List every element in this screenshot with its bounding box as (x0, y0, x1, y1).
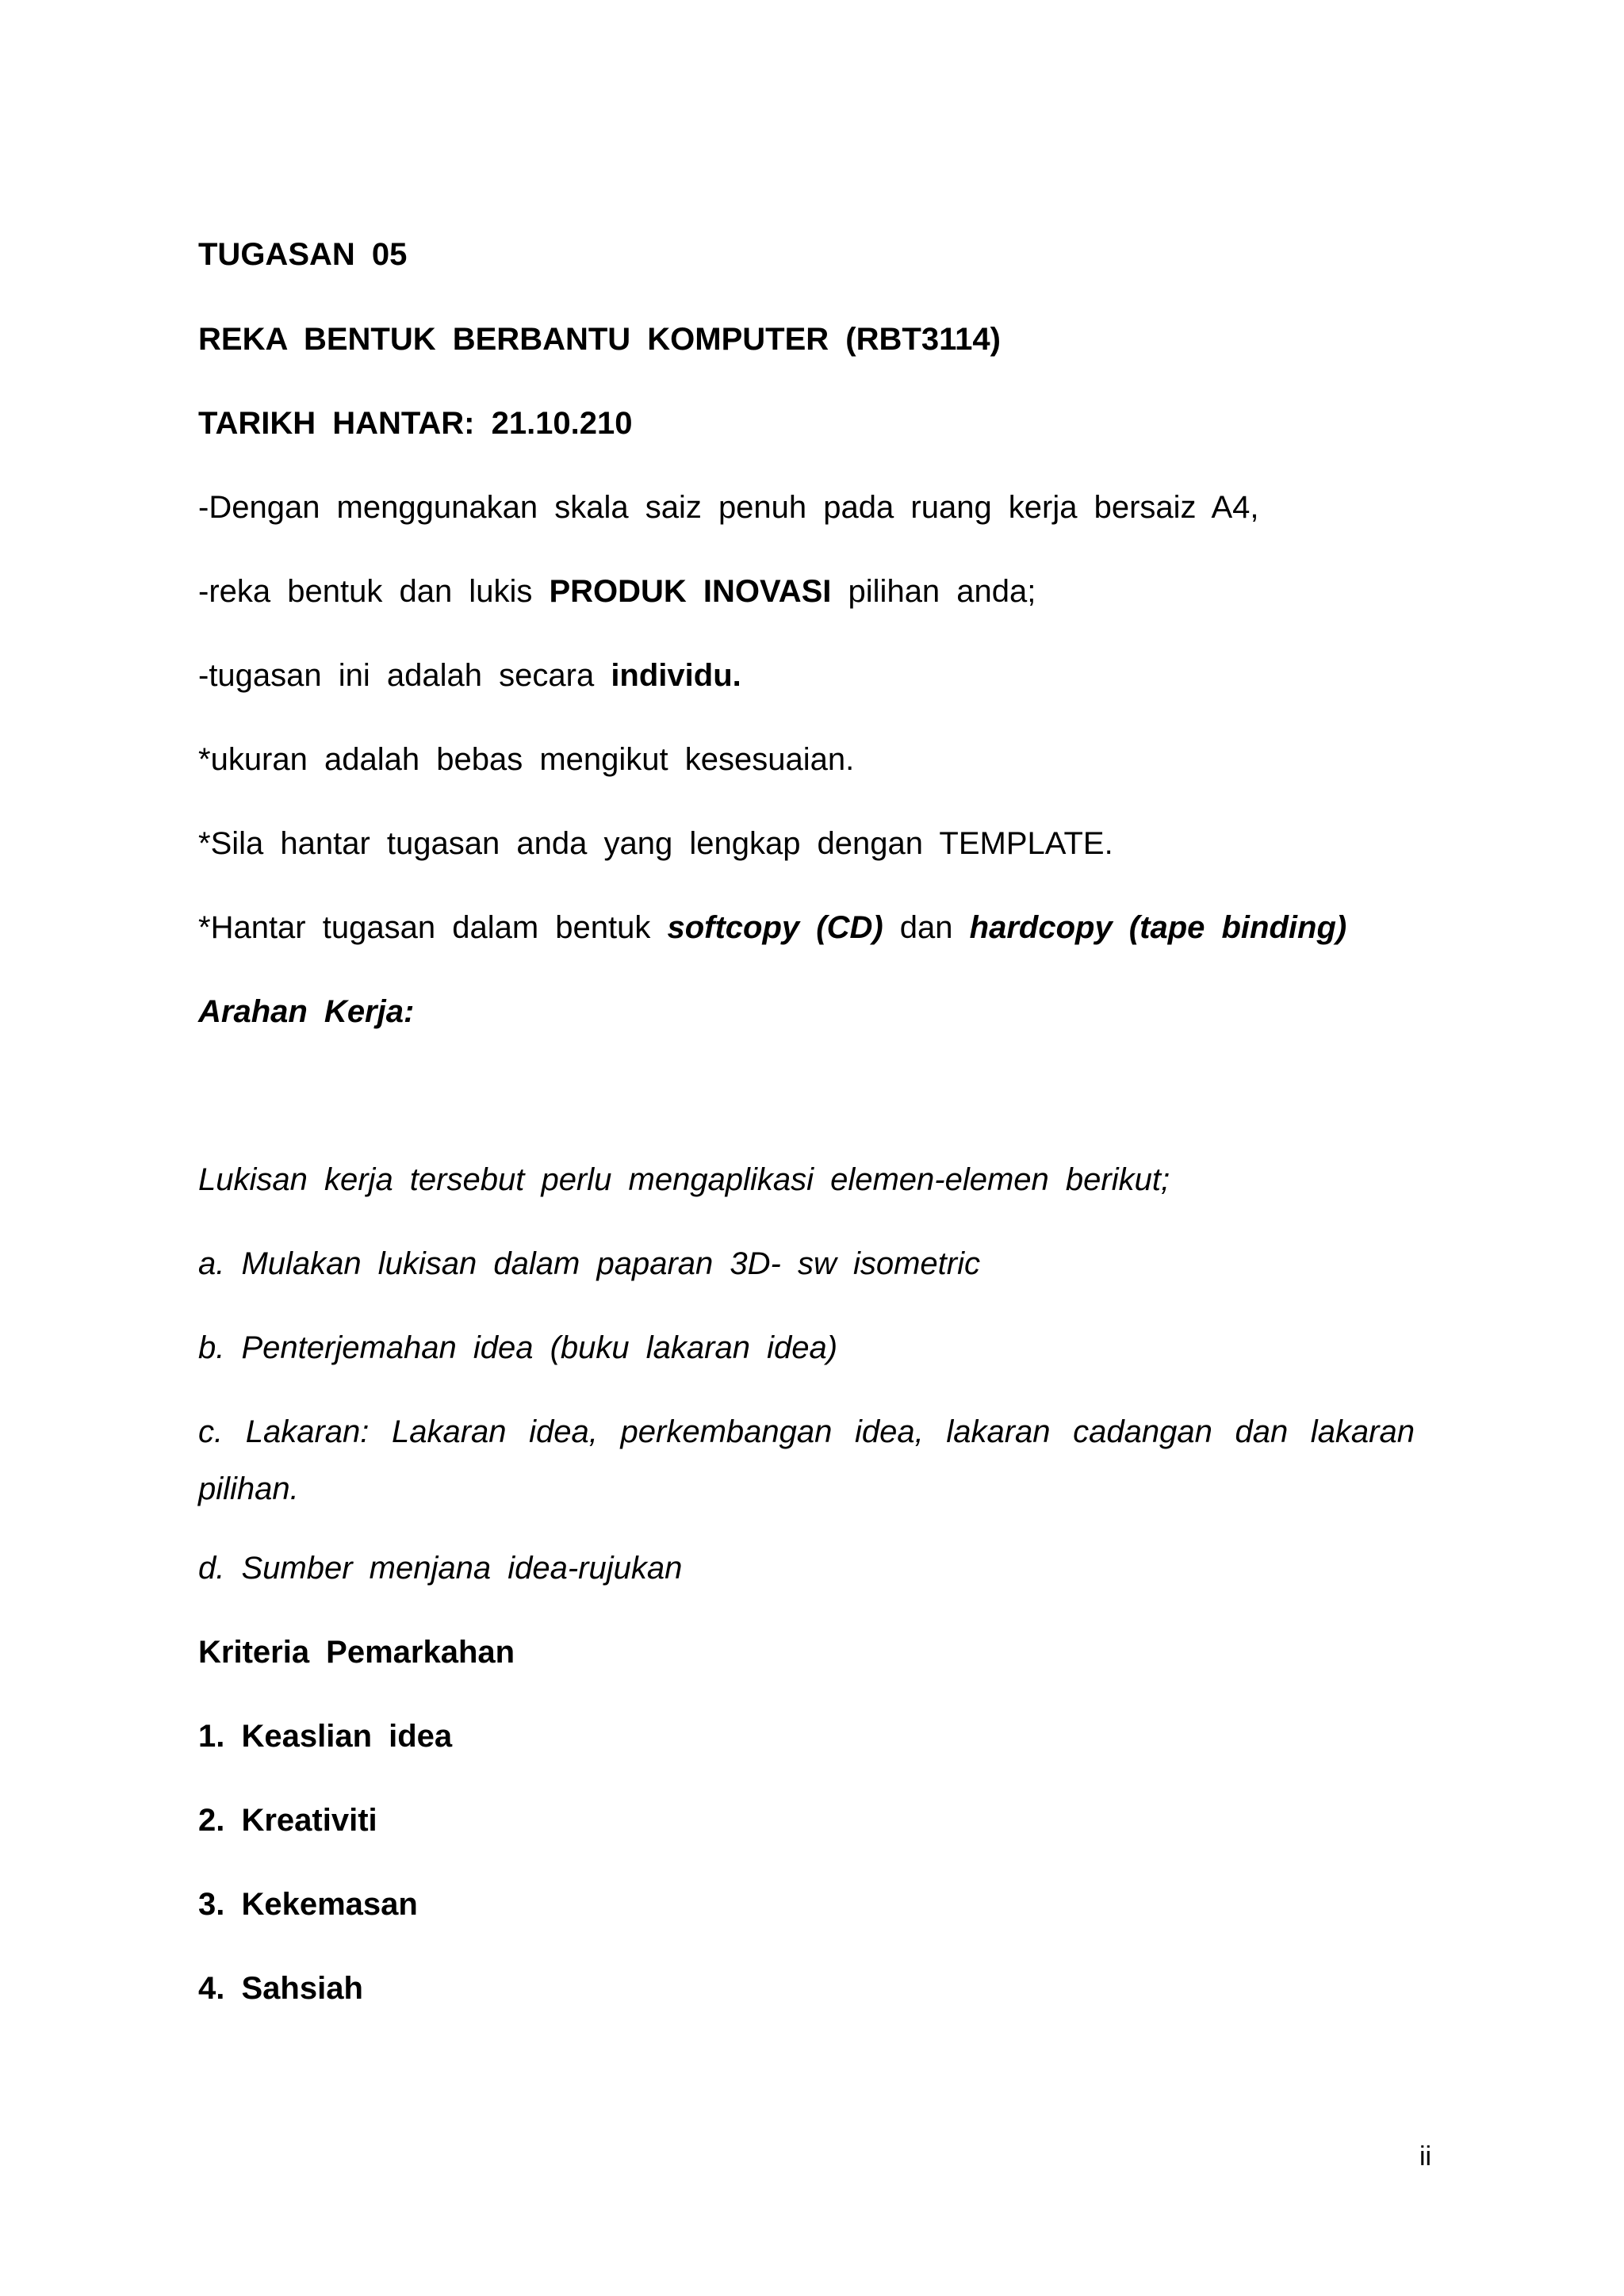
instruction-format-and: dan (883, 910, 970, 945)
instruction-scale: -Dengan menggunakan skala saiz penuh pada ruang kerja bersaiz A4, (198, 490, 1259, 525)
criteria-item-2: 2. Kreativiti (198, 1803, 377, 1838)
criteria-heading: Kriteria Pemarkahan (198, 1635, 515, 1670)
criteria-item-3: 3. Kekemasan (198, 1887, 418, 1922)
due-date: TARIKH HANTAR: 21.10.210 (198, 406, 633, 441)
work-direction-heading: Arahan Kerja: (198, 994, 415, 1029)
criteria-item-1: 1. Keaslian idea (198, 1719, 453, 1754)
work-direction-item-d: d. Sumber menjana idea-rujukan (198, 1551, 683, 1586)
work-direction-item-c: c. Lakaran: Lakaran idea, perkembangan idea, lakaran cadangan dan lakaran pilihan. (198, 1414, 1415, 1506)
assignment-title: TUGASAN 05 (198, 237, 408, 272)
individual-emphasis: individu. (611, 658, 741, 693)
work-direction-item-b: b. Penterjemahan idea (buku lakaran idea) (198, 1330, 838, 1365)
instruction-format (198, 909, 1346, 947)
work-direction-item-a: a. Mulakan lukisan dalam paparan 3D- sw isometric (198, 1246, 980, 1281)
criteria-item-4: 4. Sahsiah (198, 1971, 363, 2006)
instruction-design-suffix: pilihan anda; (831, 574, 1036, 609)
instruction-design (198, 572, 1036, 610)
hardcopy-emphasis: hardcopy (tape binding) (969, 910, 1347, 945)
softcopy-emphasis: softcopy (CD) (667, 910, 883, 945)
course-title: REKA BENTUK BERBANTU KOMPUTER (RBT3114) (198, 322, 1001, 357)
work-direction-intro: Lukisan kerja tersebut perlu mengaplikasi elemen-elemen berikut; (198, 1162, 1170, 1197)
product-innovation-emphasis: PRODUK INOVASI (549, 574, 832, 609)
instruction-template: *Sila hantar tugasan anda yang lengkap dengan TEMPLATE. (198, 826, 1113, 861)
instruction-format-prefix: *Hantar tugasan dalam bentuk (198, 910, 668, 945)
instruction-individual (198, 656, 741, 695)
instruction-individual-prefix: -tugasan ini adalah secara (198, 658, 611, 693)
instruction-size: *ukuran adalah bebas mengikut kesesuaian. (198, 742, 855, 777)
instruction-design-prefix: -reka bentuk dan lukis (198, 574, 550, 609)
page-number: ii (1419, 2141, 1432, 2172)
